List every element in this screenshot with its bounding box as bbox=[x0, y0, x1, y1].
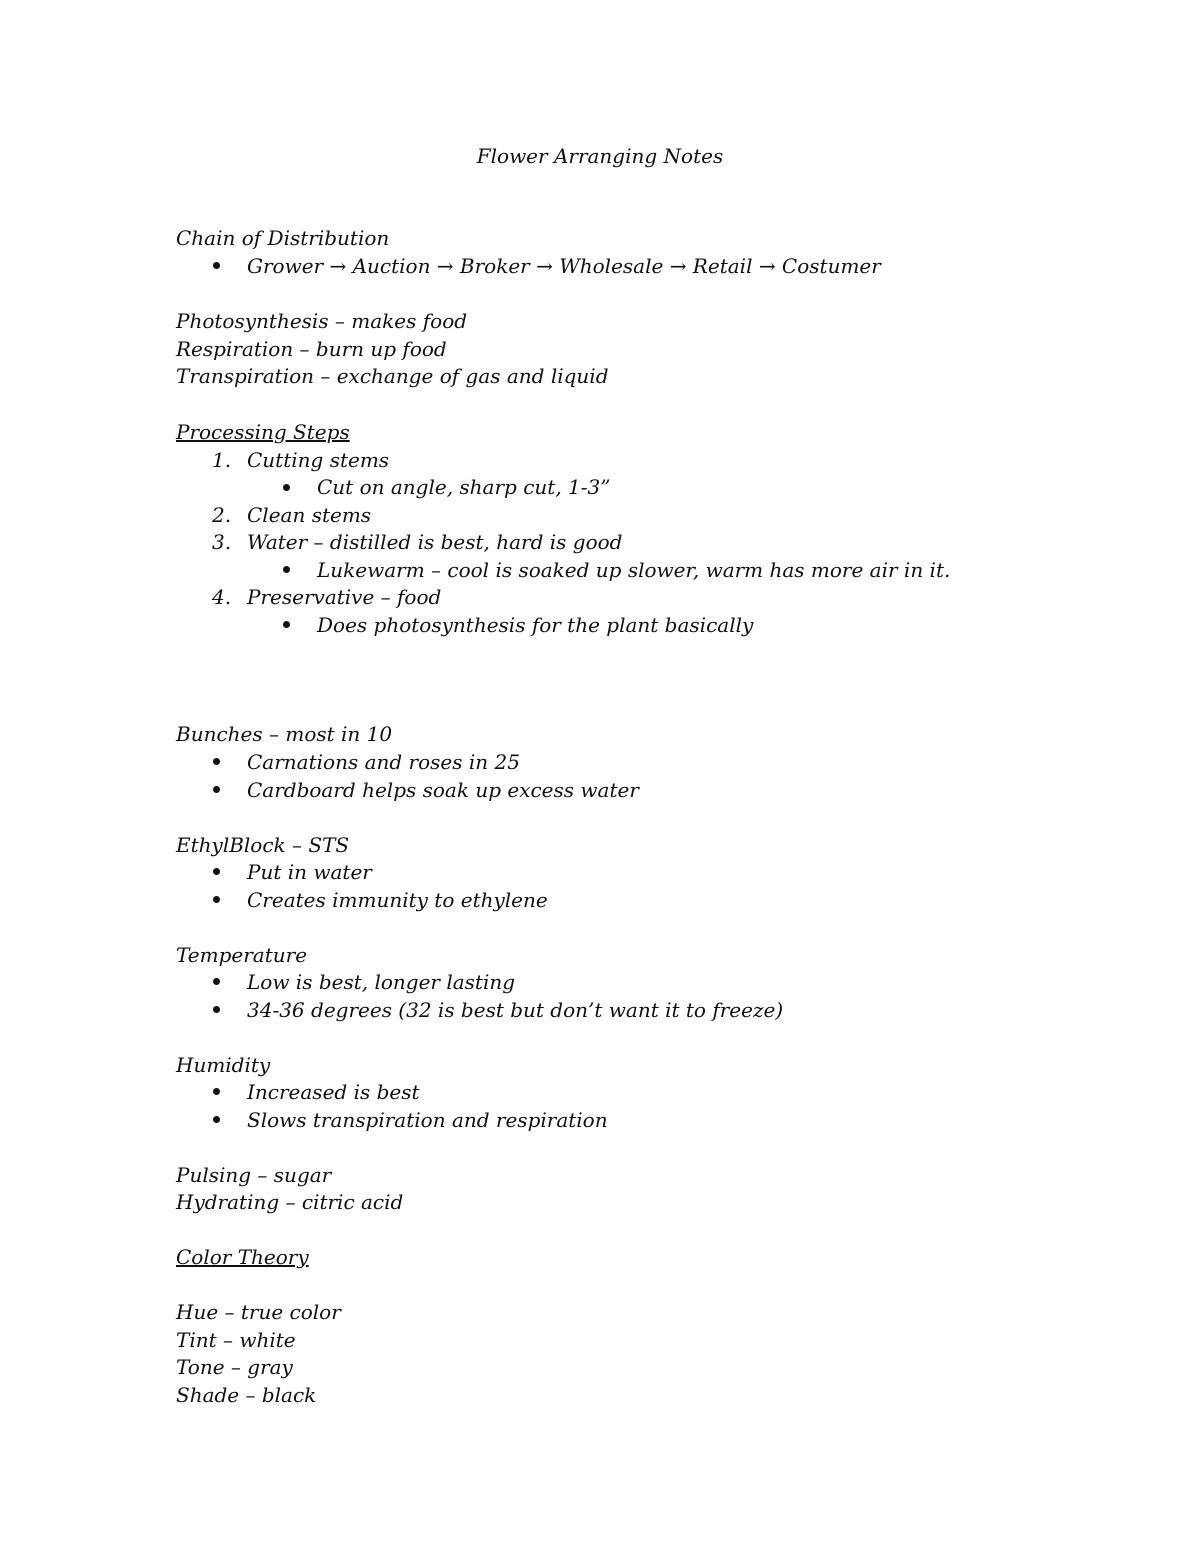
bullet-icon bbox=[213, 1006, 220, 1013]
bunches-heading: Bunches – most in 10 bbox=[176, 722, 393, 746]
list-item: 34-36 degrees (32 is best but don’t want it to freeze) bbox=[247, 998, 784, 1022]
color-term-tint: Tint – white bbox=[176, 1328, 296, 1352]
list-item: Low is best, longer lasting bbox=[247, 970, 516, 994]
bullet-icon bbox=[213, 262, 220, 269]
bullet-icon bbox=[283, 621, 290, 628]
step-subitem: Does photosynthesis for the plant basically bbox=[317, 613, 754, 637]
step-subitem: Cut on angle, sharp cut, 1-3” bbox=[317, 475, 611, 499]
step-text: Clean stems bbox=[247, 503, 372, 527]
step-text: Preservative – food bbox=[247, 585, 442, 609]
color-term-tone: Tone – gray bbox=[176, 1355, 293, 1379]
step-subitem: Lukewarm – cool is soaked up slower, warm has more air in it. bbox=[317, 558, 951, 582]
definition-transpiration: Transpiration – exchange of gas and liquid bbox=[176, 364, 609, 388]
bullet-icon bbox=[213, 1088, 220, 1095]
list-item: Put in water bbox=[247, 860, 372, 884]
bullet-icon bbox=[213, 868, 220, 875]
bullet-icon bbox=[213, 1116, 220, 1123]
list-item: Creates immunity to ethylene bbox=[247, 888, 548, 912]
bullet-icon bbox=[213, 978, 220, 985]
ethylblock-heading: EthylBlock – STS bbox=[176, 833, 350, 857]
list-item: Increased is best bbox=[247, 1080, 420, 1104]
processing-heading: Processing Steps bbox=[176, 420, 350, 444]
chain-heading: Chain of Distribution bbox=[176, 226, 390, 250]
pulsing-line: Pulsing – sugar bbox=[176, 1163, 332, 1187]
hydrating-line: Hydrating – citric acid bbox=[176, 1190, 404, 1214]
definition-respiration: Respiration – burn up food bbox=[176, 337, 447, 361]
humidity-heading: Humidity bbox=[176, 1053, 271, 1077]
chain-sequence: Grower → Auction → Broker → Wholesale → Retail → Costumer bbox=[247, 254, 881, 278]
step-number: 2. bbox=[212, 503, 232, 527]
color-term-shade: Shade – black bbox=[176, 1383, 317, 1407]
list-item: Carnations and roses in 25 bbox=[247, 750, 520, 774]
step-text: Water – distilled is best, hard is good bbox=[247, 530, 623, 554]
page-title: Flower Arranging Notes bbox=[476, 144, 724, 168]
step-number: 1. bbox=[212, 448, 232, 472]
bullet-icon bbox=[283, 484, 290, 491]
temperature-heading: Temperature bbox=[176, 943, 308, 967]
bullet-icon bbox=[283, 566, 290, 573]
list-item: Slows transpiration and respiration bbox=[247, 1108, 608, 1132]
bullet-icon bbox=[213, 896, 220, 903]
step-number: 4. bbox=[212, 585, 232, 609]
color-theory-heading: Color Theory bbox=[176, 1245, 309, 1269]
list-item: Cardboard helps soak up excess water bbox=[247, 778, 639, 802]
bullet-icon bbox=[213, 786, 220, 793]
color-term-hue: Hue – true color bbox=[176, 1300, 341, 1324]
bullet-icon bbox=[213, 758, 220, 765]
step-text: Cutting stems bbox=[247, 448, 390, 472]
definition-photosynthesis: Photosynthesis – makes food bbox=[176, 309, 468, 333]
step-number: 3. bbox=[212, 530, 232, 554]
